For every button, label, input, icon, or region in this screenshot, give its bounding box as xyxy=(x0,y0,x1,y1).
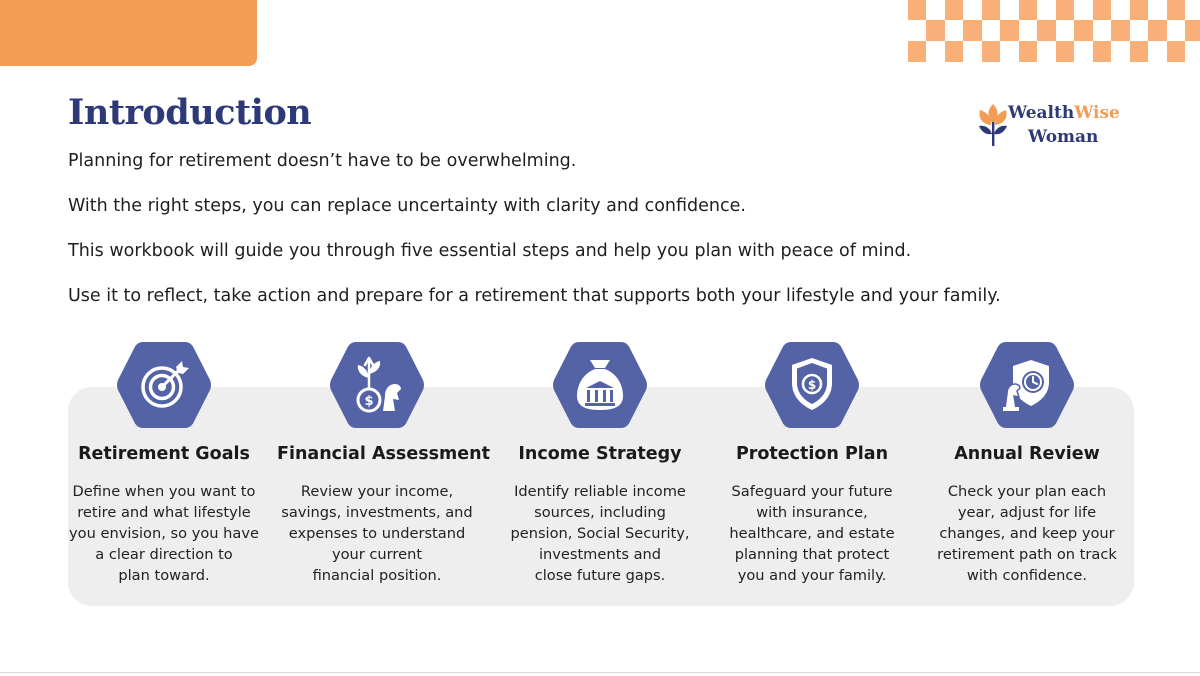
plant-sprout-icon xyxy=(976,100,1010,148)
step-description: Check your plan each year, adjust for life changes, and keep your retirement path on track with confidence. xyxy=(937,483,1117,584)
checker-pattern xyxy=(908,0,1200,62)
step-icon-badge xyxy=(114,338,214,432)
intro-line: Planning for retirement doesn’t have to be overwhelming. xyxy=(68,151,577,171)
logo-word-woman: Woman xyxy=(1028,127,1099,147)
svg-text:$: $ xyxy=(807,378,817,392)
step-title: Retirement Goals xyxy=(78,444,250,464)
step-description: Define when you want to retire and what lifestyle you envision, so you have a clear direction to plan toward. xyxy=(69,483,259,584)
page-title: Introduction xyxy=(68,92,312,133)
step-title: Income Strategy xyxy=(518,444,682,464)
step-icon-badge xyxy=(550,338,650,432)
target-icon xyxy=(114,338,214,432)
step-description: Safeguard your future with insurance, healthcare, and estate planning that protect you and your family. xyxy=(729,483,895,584)
logo-word-wealth: Wealth xyxy=(1008,103,1075,123)
shield-clock-chess-icon xyxy=(977,338,1077,432)
intro-line: This workbook will guide you through five essential steps and help you plan with peace of mind. xyxy=(68,241,912,261)
corner-accent-tab xyxy=(0,0,257,66)
brand-logo xyxy=(976,100,1126,150)
step-description: Review your income, savings, investments, and expenses to understand your current financial position. xyxy=(281,483,473,584)
step-icon-badge xyxy=(762,338,862,432)
step-title: Financial Assessment xyxy=(277,444,490,464)
step-title: Annual Review xyxy=(954,444,1100,464)
coin-growth-icon xyxy=(327,338,427,432)
logo-word-wise: Wise xyxy=(1074,103,1120,123)
money-bag-bank-icon xyxy=(550,338,650,432)
shield-dollar-icon xyxy=(762,338,862,432)
intro-line: With the right steps, you can replace uncertainty with clarity and confidence. xyxy=(68,196,746,216)
step-icon-badge xyxy=(327,338,427,432)
step-icon-badge xyxy=(977,338,1077,432)
svg-text:$: $ xyxy=(364,394,374,409)
intro-paragraphs xyxy=(68,150,1001,330)
step-description: Identify reliable income sources, including pension, Social Security, investments and close future gaps. xyxy=(510,483,690,584)
footer-divider xyxy=(0,672,1200,673)
intro-line: Use it to reflect, take action and prepare for a retirement that supports both your lifestyle and your family. xyxy=(68,286,1001,306)
step-title: Protection Plan xyxy=(735,444,889,464)
